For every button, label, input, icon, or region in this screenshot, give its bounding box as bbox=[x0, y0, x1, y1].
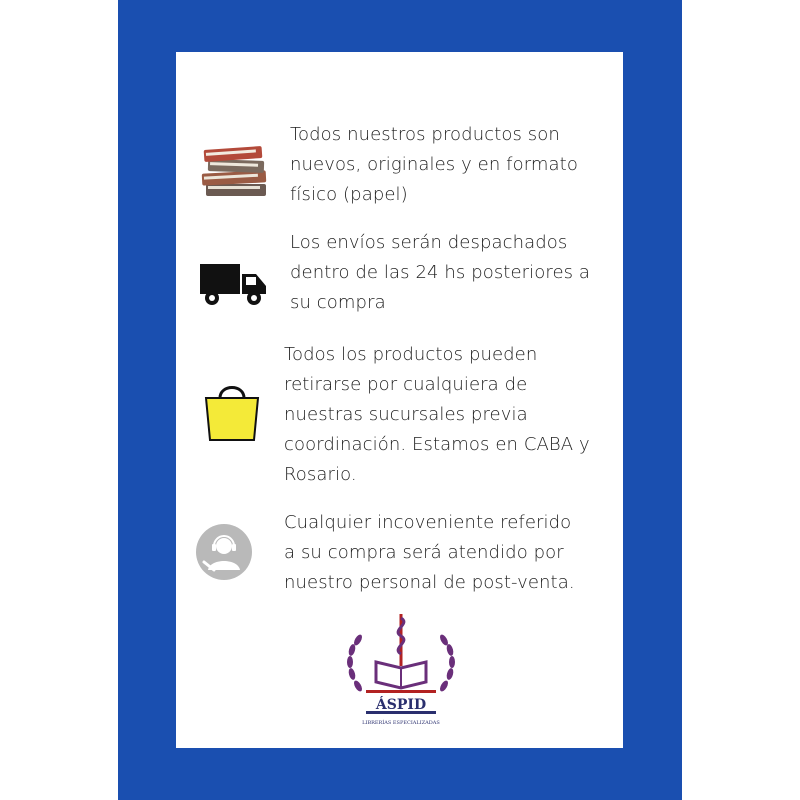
text-line: nuestro personal de post-venta. bbox=[284, 572, 575, 593]
feature-text bbox=[284, 508, 614, 598]
text-line: nuestras sucursales previa bbox=[284, 404, 528, 425]
text-line: Los envíos serán despachados bbox=[290, 232, 568, 253]
truck-icon bbox=[200, 260, 268, 308]
text-line: coordinación. Estamos en CABA y bbox=[284, 434, 590, 455]
feature-text bbox=[290, 228, 610, 318]
feature-pickup bbox=[176, 332, 623, 492]
text-line: nuevos, originales y en formato bbox=[290, 154, 578, 175]
text-line: retirarse por cualquiera de bbox=[284, 374, 528, 395]
text-line: dentro de las 24 hs posteriores a bbox=[290, 262, 591, 283]
logo-emblem-icon bbox=[336, 608, 466, 728]
books-icon bbox=[196, 142, 274, 202]
feature-after-sales bbox=[176, 502, 623, 602]
text-line: su compra bbox=[290, 292, 386, 313]
text-line: a su compra será atendido por bbox=[284, 542, 564, 563]
logo-tagline: LIBRERÍAS ESPECIALIZADAS bbox=[362, 720, 440, 726]
text-line: Todos los productos pueden bbox=[284, 344, 538, 365]
support-agent-icon bbox=[196, 524, 252, 580]
shopping-bag-icon bbox=[202, 380, 262, 442]
text-line: Todos nuestros productos son bbox=[290, 124, 560, 145]
feature-text bbox=[284, 340, 614, 490]
text-line: Rosario. bbox=[284, 464, 357, 485]
text-line: físico (papel) bbox=[290, 184, 408, 205]
feature-text bbox=[290, 120, 610, 210]
text-line: Cualquier incoveniente referido bbox=[284, 512, 572, 533]
aspid-logo bbox=[336, 608, 466, 728]
logo-name: ÁSPID bbox=[375, 697, 427, 713]
feature-shipping bbox=[176, 222, 623, 332]
feature-original-products bbox=[176, 52, 623, 222]
info-card bbox=[176, 52, 623, 748]
